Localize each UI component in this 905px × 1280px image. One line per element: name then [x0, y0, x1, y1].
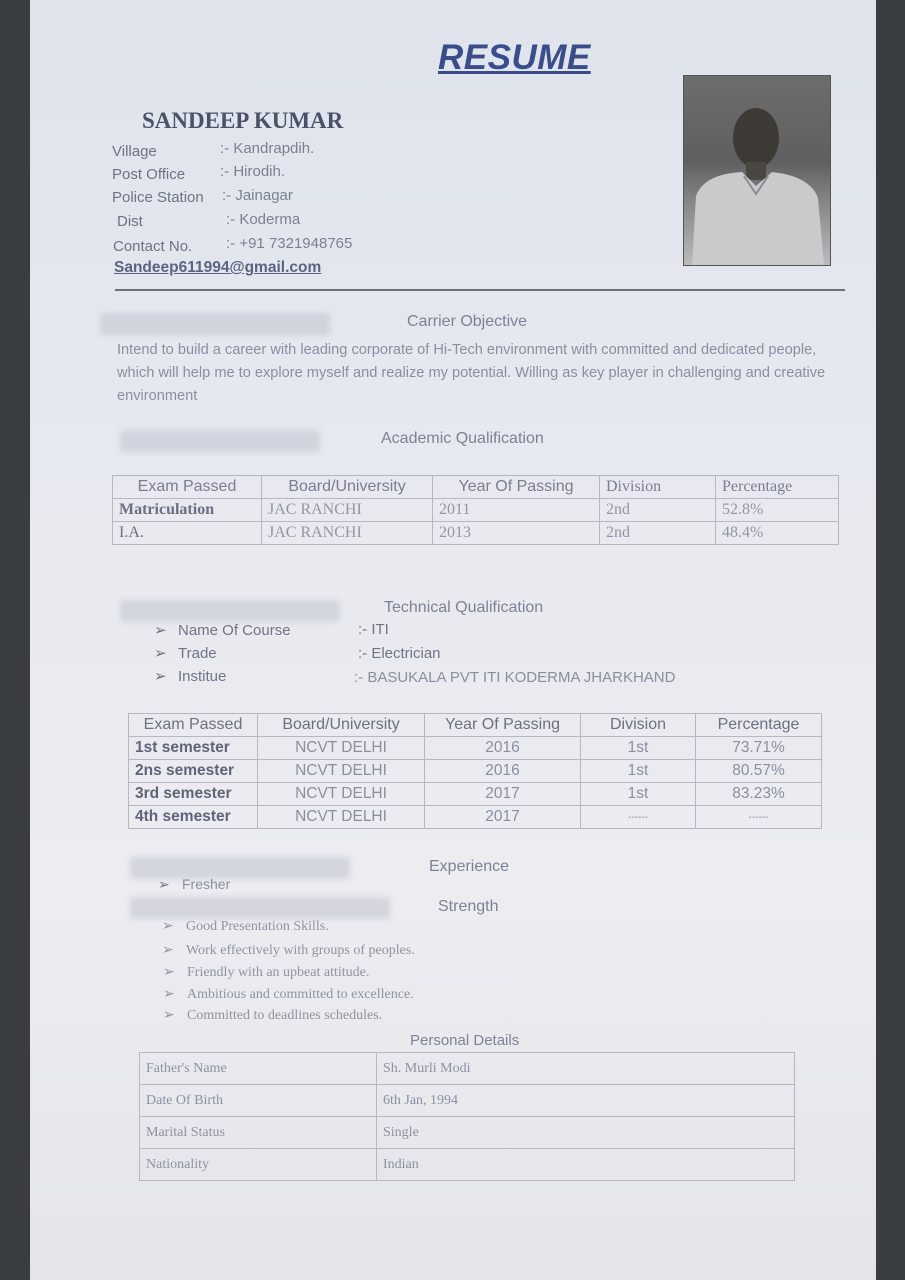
- objective-text: Intend to build a career with leading corporate of Hi-Tech environment with committed and dedicated people, which will help me to explore myself and realize my potential. Willing as key player in challenging and creative environment: [117, 342, 826, 404]
- candidate-photo: [683, 75, 831, 266]
- bullet-arrow-icon: ➢: [163, 965, 175, 980]
- strength-item: ➢ Committed to deadlines schedules.: [163, 1008, 383, 1023]
- objective-heading: Carrier Objective: [407, 313, 528, 330]
- experience-heading: Experience: [429, 858, 510, 875]
- table-row: [140, 1085, 795, 1117]
- academic-cell: 2011: [433, 499, 600, 522]
- personal-label: Nationality: [140, 1149, 377, 1181]
- technical-col-percentage: Percentage: [696, 714, 822, 737]
- technical-cell: 1st: [581, 737, 696, 760]
- personal-value: 6th Jan, 1994: [377, 1085, 795, 1117]
- table-row: [113, 522, 839, 545]
- table-row: [140, 1149, 795, 1181]
- academic-cell: 2nd: [600, 499, 716, 522]
- technical-value-institute: :- BASUKALA PVT ITI KODERMA JHARKHAND: [354, 669, 676, 686]
- academic-header-row: [113, 476, 839, 499]
- personal-label: Father's Name: [140, 1053, 377, 1085]
- academic-heading: Academic Qualification: [381, 430, 544, 447]
- bullet-arrow-icon: ➢: [163, 1008, 175, 1023]
- technical-header-row: [129, 714, 822, 737]
- technical-value-trade: :- Electrician: [358, 645, 441, 662]
- technical-cell: 1st: [581, 760, 696, 783]
- academic-col-board: Board/University: [262, 476, 433, 499]
- header-divider: [115, 289, 845, 291]
- candidate-name: SANDEEP KUMAR: [142, 108, 344, 133]
- bullet-arrow-icon: ➢: [162, 943, 174, 958]
- personal-label: Date Of Birth: [140, 1085, 377, 1117]
- technical-item-course: ➢ Name Of Course: [154, 622, 291, 639]
- address-label-dist: Dist: [117, 213, 143, 230]
- bullet-arrow-icon: ➢: [154, 645, 167, 662]
- academic-col-year: Year Of Passing: [433, 476, 600, 499]
- academic-col-exam: Exam Passed: [113, 476, 262, 499]
- technical-cell: 2017: [425, 806, 581, 829]
- technical-cell: 2ns semester: [129, 760, 258, 783]
- technical-heading: Technical Qualification: [384, 599, 544, 616]
- technical-cell: ------: [696, 806, 822, 829]
- personal-heading: Personal Details: [410, 1032, 520, 1049]
- address-label-post-office: Post Office: [112, 166, 186, 183]
- technical-cell: 2017: [425, 783, 581, 806]
- academic-col-percentage: Percentage: [716, 476, 839, 499]
- address-label-police-station: Police Station: [112, 189, 204, 206]
- personal-value: Sh. Murli Modi: [377, 1053, 795, 1085]
- technical-item-trade: ➢ Trade: [154, 645, 217, 662]
- academic-table: [112, 475, 839, 545]
- technical-cell: 3rd semester: [129, 783, 258, 806]
- technical-cell: ------: [581, 806, 696, 829]
- technical-cell: 4th semester: [129, 806, 258, 829]
- address-value-police-station: :- Jainagar: [222, 187, 293, 204]
- bullet-arrow-icon: ➢: [158, 876, 170, 892]
- technical-col-division: Division: [581, 714, 696, 737]
- technical-col-year: Year Of Passing: [425, 714, 581, 737]
- address-label-village: Village: [112, 143, 157, 160]
- academic-cell: JAC RANCHI: [262, 499, 433, 522]
- technical-cell: 1st: [581, 783, 696, 806]
- technical-value-course: :- ITI: [358, 621, 389, 638]
- email-address: Sandeep611994@gmail.com: [114, 259, 322, 276]
- technical-cell: 83.23%: [696, 783, 822, 806]
- address-value-post-office: :- Hirodih.: [220, 163, 286, 180]
- table-row: [140, 1117, 795, 1149]
- academic-cell: 2nd: [600, 522, 716, 545]
- academic-cell: Matriculation: [113, 499, 262, 522]
- table-row: [140, 1053, 795, 1085]
- academic-cell: 2013: [433, 522, 600, 545]
- technical-cell: 2016: [425, 760, 581, 783]
- strength-heading: Strength: [438, 898, 499, 915]
- technical-item-institute: ➢ Institue: [154, 668, 227, 685]
- technical-cell: 2016: [425, 737, 581, 760]
- academic-cell: JAC RANCHI: [262, 522, 433, 545]
- strength-item: ➢ Work effectively with groups of peoples.: [162, 943, 415, 958]
- bullet-arrow-icon: ➢: [162, 919, 174, 934]
- technical-cell: NCVT DELHI: [258, 783, 425, 806]
- personal-value: Indian: [377, 1149, 795, 1181]
- technical-col-exam: Exam Passed: [129, 714, 258, 737]
- table-row: [129, 806, 822, 829]
- personal-label: Marital Status: [140, 1117, 377, 1149]
- technical-col-board: Board/University: [258, 714, 425, 737]
- academic-cell: I.A.: [113, 522, 262, 545]
- bullet-arrow-icon: ➢: [154, 668, 167, 685]
- technical-cell: 1st semester: [129, 737, 258, 760]
- technical-cell: NCVT DELHI: [258, 737, 425, 760]
- personal-table: [139, 1052, 795, 1181]
- address-value-contact: :- +91 7321948765: [226, 235, 353, 252]
- personal-value: Single: [377, 1117, 795, 1149]
- technical-table: [128, 713, 822, 829]
- technical-cell: 80.57%: [696, 760, 822, 783]
- resume-title: RESUME: [438, 38, 591, 77]
- strength-item: ➢ Friendly with an upbeat attitude.: [163, 965, 370, 980]
- table-row: [129, 783, 822, 806]
- address-value-dist: :- Koderma: [226, 211, 301, 228]
- table-row: [129, 737, 822, 760]
- bullet-arrow-icon: ➢: [154, 622, 167, 639]
- technical-cell: NCVT DELHI: [258, 760, 425, 783]
- bullet-arrow-icon: ➢: [163, 987, 175, 1002]
- technical-cell: NCVT DELHI: [258, 806, 425, 829]
- address-value-village: :- Kandrapdih.: [220, 140, 315, 157]
- table-row: [113, 499, 839, 522]
- strength-item: ➢ Ambitious and committed to excellence.: [163, 987, 414, 1002]
- academic-cell: 48.4%: [716, 522, 839, 545]
- address-label-contact: Contact No.: [113, 238, 193, 255]
- experience-item: ➢ Fresher: [158, 876, 231, 892]
- academic-col-division: Division: [600, 476, 716, 499]
- technical-cell: 73.71%: [696, 737, 822, 760]
- academic-cell: 52.8%: [716, 499, 839, 522]
- table-row: [129, 760, 822, 783]
- strength-item: ➢ Good Presentation Skills.: [162, 919, 329, 934]
- resume-page: [30, 0, 876, 1280]
